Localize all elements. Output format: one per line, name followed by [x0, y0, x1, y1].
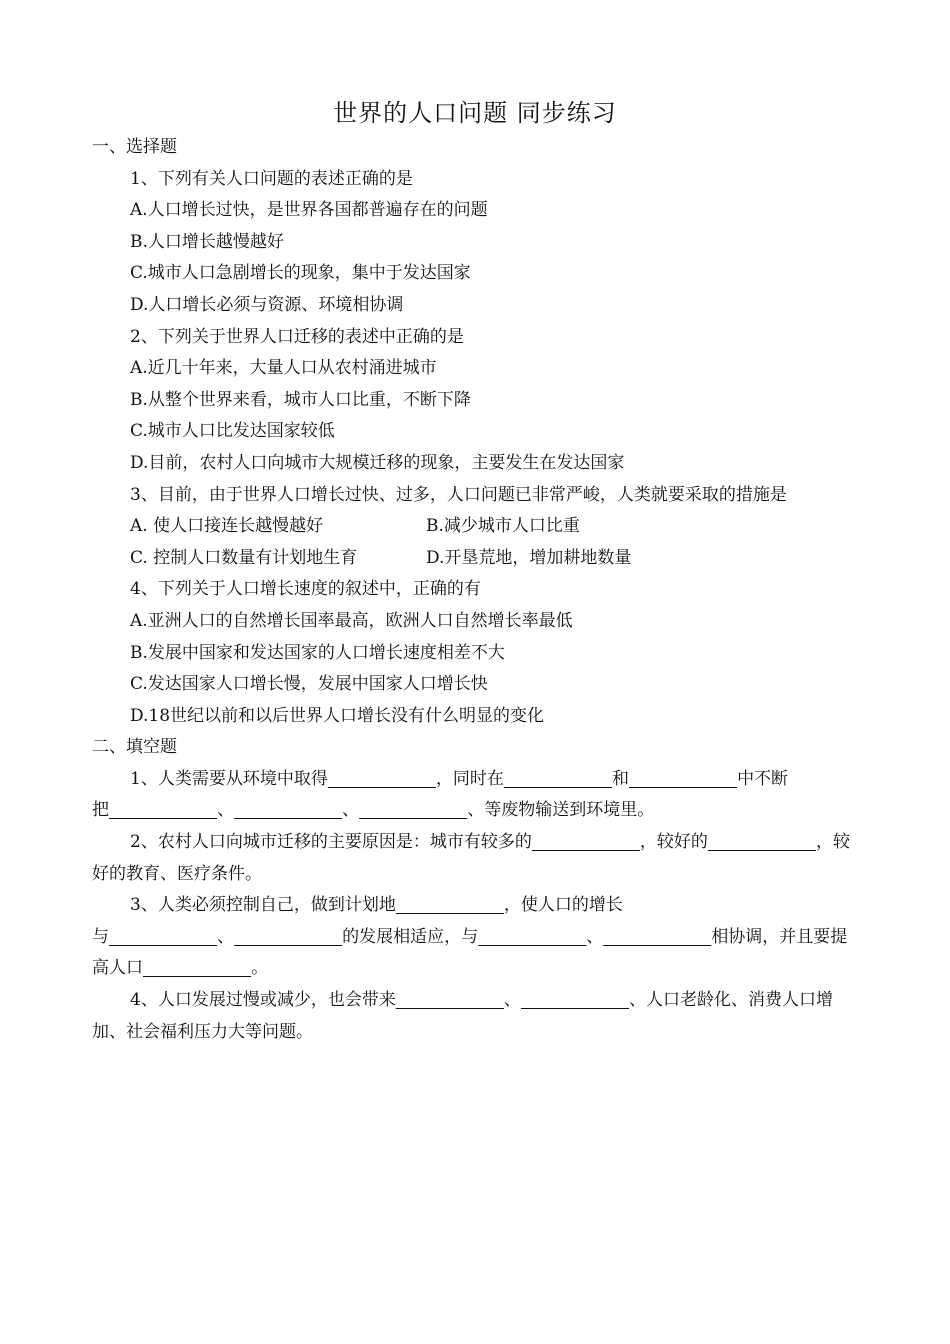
fill-2-text-1: 2、农村人口向城市迁移的主要原因是：城市有较多的 — [130, 832, 532, 853]
question-1-stem: 1、下列有关人口问题的表述正确的是 — [130, 168, 413, 189]
question-2-stem: 2、下列关于世界人口迁移的表述中正确的是 — [130, 326, 464, 347]
fill-3-blank-6[interactable] — [143, 958, 251, 978]
fill-1-text-2: ，同时在 — [435, 768, 504, 789]
fill-question-4 — [92, 985, 858, 1048]
fill-3-blank-3[interactable] — [234, 927, 342, 947]
fill-1-blank-1[interactable] — [328, 769, 436, 789]
question-4-option-a: A.亚洲人口的自然增长国率最高，欧洲人口自然增长率最低 — [130, 610, 573, 631]
question-1-option-a: A.人口增长过快，是世界各国都普遍存在的问题 — [130, 200, 488, 221]
question-3-option-a: A. 使人口接连长越慢越好 — [130, 516, 324, 537]
fill-4-text-2: 、 — [503, 990, 521, 1011]
fill-question-3 — [92, 890, 858, 985]
fill-3-blank-1[interactable] — [396, 895, 504, 915]
fill-1-text-1: 1、人类需要从环境中取得 — [130, 768, 328, 789]
fill-1-text-6: 、 — [342, 800, 360, 821]
fill-1-text-5: 、 — [217, 800, 235, 821]
fill-1-text-4: 中不断把 — [92, 768, 789, 821]
question-1-option-b: B.人口增长越慢越好 — [130, 231, 284, 252]
fill-3-blank-5[interactable] — [603, 927, 711, 947]
question-4-option-b: B.发展中国家和发达国家的人口增长速度相差不大 — [130, 642, 505, 663]
fill-4-text-3: 、人口老龄化、消费人口增加、社会福利压力大等问题。 — [92, 990, 833, 1042]
question-2-option-b: B.从整个世界来看，城市人口比重，不断下降 — [130, 389, 471, 410]
question-2-option-c: C.城市人口比发达国家较低 — [130, 421, 335, 442]
fill-3-blank-4[interactable] — [478, 927, 586, 947]
question-2-option-d: D.目前，农村人口向城市大规模迁移的现象，主要发生在发达国家 — [130, 452, 625, 473]
fill-2-text-2: ，较好的 — [639, 832, 708, 853]
fill-1-blank-4[interactable] — [109, 800, 217, 820]
question-3-option-c: C. 控制人口数量有计划地生育 — [130, 547, 358, 568]
fill-question-2 — [92, 827, 858, 890]
fill-3-text-3: 、 — [217, 926, 235, 947]
fill-1-blank-6[interactable] — [359, 800, 467, 820]
fill-4-blank-2[interactable] — [521, 990, 629, 1010]
question-4-option-c: C.发达国家人口增长慢，发展中国家人口增长快 — [130, 674, 488, 695]
fill-3-text-2: ，使人口的增长与 — [92, 895, 623, 947]
fill-1-blank-2[interactable] — [504, 769, 612, 789]
fill-1-blank-5[interactable] — [234, 800, 342, 820]
section-heading-fill: 二、填空题 — [92, 737, 177, 758]
fill-question-1 — [92, 764, 858, 827]
fill-1-text-7: 、等废物输送到环境里。 — [467, 800, 655, 821]
page-title: 世界的人口问题 同步练习 — [333, 99, 617, 127]
fill-4-blank-1[interactable] — [396, 990, 504, 1010]
fill-1-text-3: 和 — [611, 768, 629, 789]
question-3-stem: 3、目前，由于世界人口增长过快、过多，人口问题已非常严峻，人类就要采取的措施是 — [130, 484, 787, 505]
fill-1-blank-3[interactable] — [629, 769, 737, 789]
question-3-option-d: D.开垦荒地，增加耕地数量 — [426, 547, 632, 568]
fill-2-text-3: ，较好的教育、医疗条件。 — [92, 832, 850, 884]
question-3-option-b: B.减少城市人口比重 — [426, 516, 580, 537]
document-page — [92, 96, 858, 1048]
fill-3-text-7: 。 — [251, 958, 269, 979]
question-4-option-d: D.18世纪以前和以后世界人口增长没有什么明显的变化 — [130, 705, 545, 726]
question-3-options-row-2 — [92, 543, 858, 575]
section-heading-choice: 一、选择题 — [92, 137, 177, 157]
question-2-option-a: A.近几十年来，大量人口从农村涌进城市 — [130, 358, 437, 379]
fill-3-text-4: 的发展相适应，与 — [342, 926, 479, 947]
fill-4-text-1: 4、人口发展过慢或减少，也会带来 — [130, 990, 396, 1011]
fill-3-text-1: 3、人类必须控制自己，做到计划地 — [130, 895, 396, 916]
fill-2-blank-1[interactable] — [532, 832, 640, 852]
fill-3-text-5: 、 — [586, 926, 604, 947]
fill-3-blank-2[interactable] — [109, 927, 217, 947]
question-4-stem: 4、下列关于人口增长速度的叙述中，正确的有 — [130, 579, 481, 600]
question-3-options-row-1 — [92, 511, 858, 543]
fill-3-text-6: 相协调，并且要提高人口 — [92, 926, 848, 979]
fill-2-blank-2[interactable] — [708, 832, 816, 852]
question-1-option-d: D.人口增长必须与资源、环境相协调 — [130, 294, 404, 315]
question-1-option-c: C.城市人口急剧增长的现象，集中于发达国家 — [130, 263, 471, 284]
